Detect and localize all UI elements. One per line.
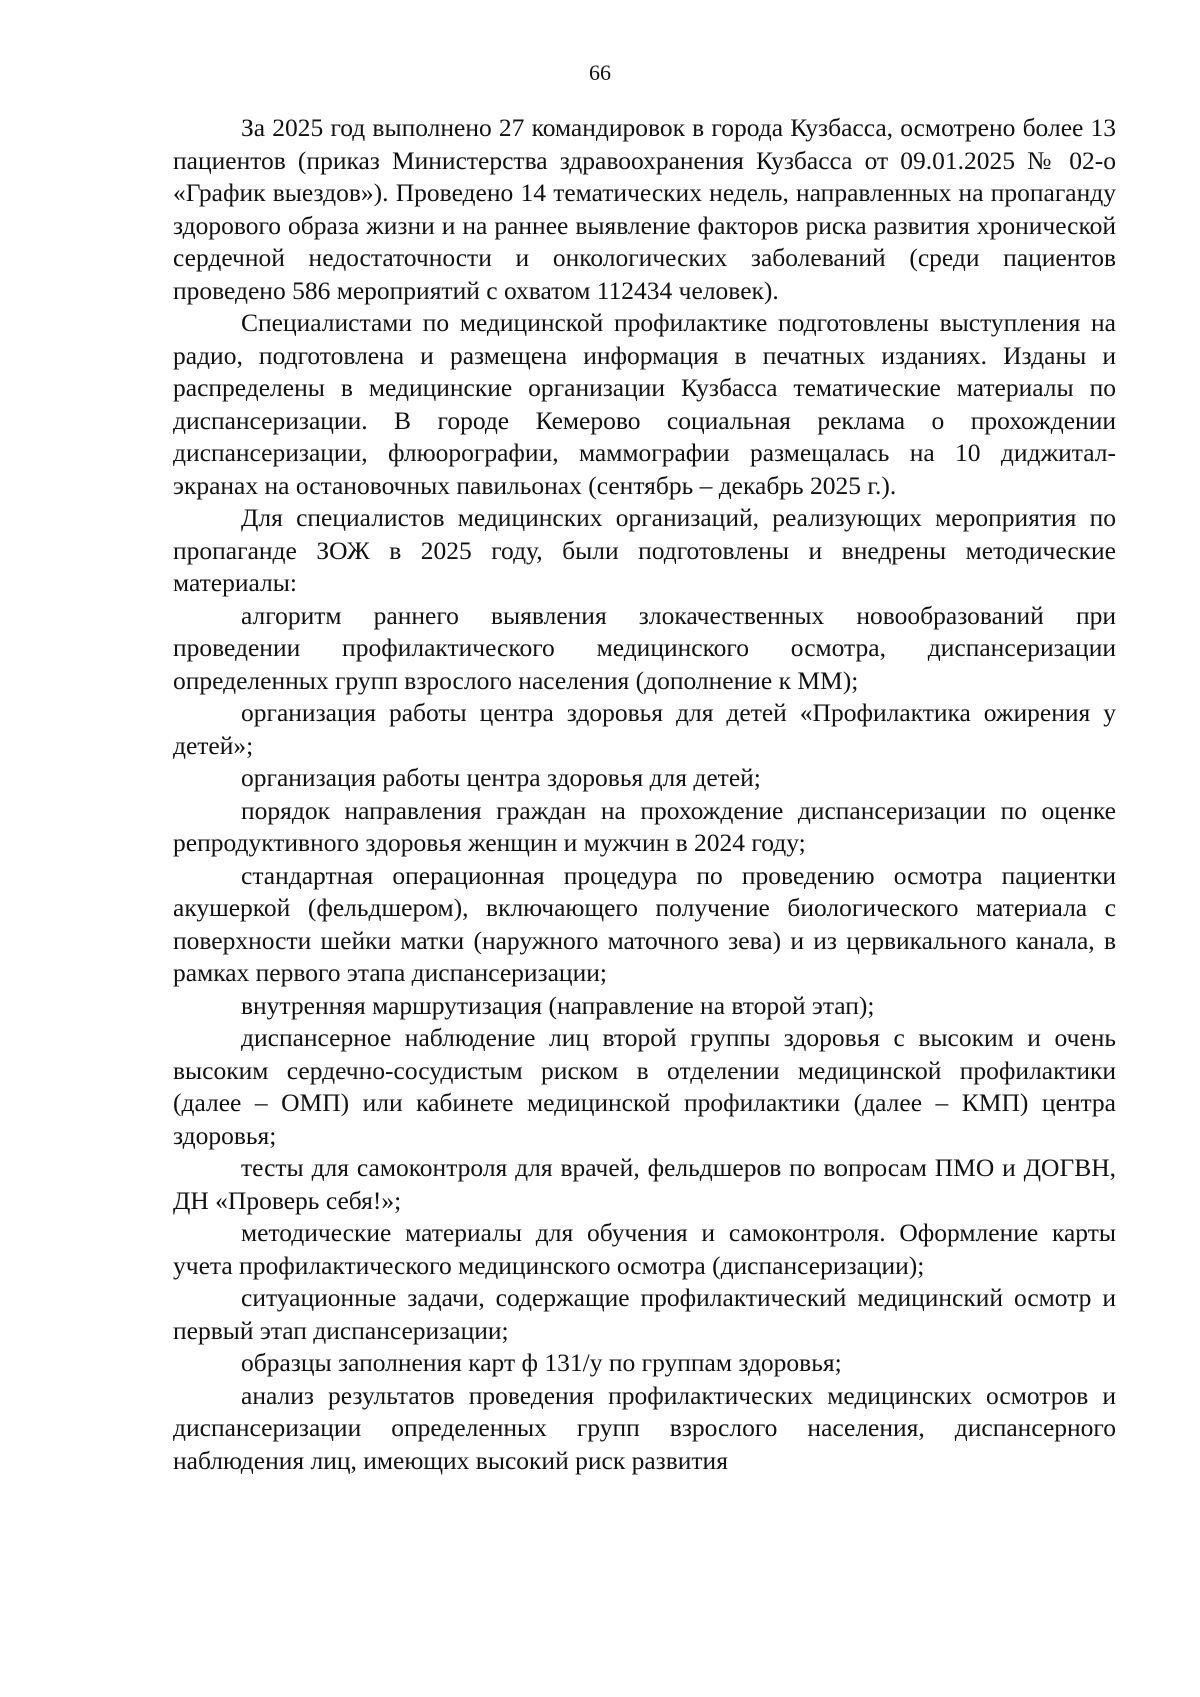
list-item-early-detection-algorithm: алгоритм раннего выявления злокачественных новообразований при проведении профилактического медицинского осмотра, диспансеризации определенных групп взрослого населения (дополнение к ММ); [173, 600, 1116, 695]
paragraph-methodical-materials-intro: Для специалистов медицинских организаций, реализующих мероприятия по пропаганде ЗОЖ в 2025 году, были подготовлены и внедрены методические материалы: [173, 503, 1116, 597]
list-item-form-samples: образцы заполнения карт ф 131/у по группам здоровья; [241, 1348, 842, 1377]
list-item-situational-tasks: ситуационные задачи, содержащие профилактический медицинский осмотр и первый этап диспансеризации; [173, 1283, 1116, 1345]
list-item-obesity-prevention: организация работы центра здоровья для детей «Профилактика ожирения у детей»; [173, 698, 1116, 760]
list-item-dispensary-observation: диспансерное наблюдение лиц второй группы здоровья с высоким и очень высоким сердечно-сосудистым риском в отделении медицинской профилактики (далее – ОМП) или кабинете медицинской профилактики (далее – КМП) центра здоровья; [173, 1023, 1116, 1150]
list-item-children-health-center: организация работы центра здоровья для детей; [241, 763, 761, 792]
list-item-results-analysis: анализ результатов проведения профилактических медицинских осмотров и диспансеризации определенных групп взрослого населения, диспансерного наблюдения лиц, имеющих высокий риск развития [173, 1380, 1116, 1475]
list-item-internal-routing: внутренняя маршрутизация (направление на второй этап); [241, 990, 875, 1020]
list-item-self-control-tests: тесты для самоконтроля для врачей, фельдшеров по вопросам ПМО и ДОГВН, ДН «Проверь себя!»; [173, 1153, 1116, 1215]
list-item-reproductive-health: порядок направления граждан на прохождение диспансеризации по оценке репродуктивного здоровья женщин и мужчин в 2024 году; [173, 795, 1116, 857]
paragraph-media-outreach: Специалистами по медицинской профилактике подготовлены выступления на радио, подготовлена и размещена информация в печатных изданиях. Изданы и распределены в медицинские организации Кузбасса тематические материалы по диспансеризации. В городе Кемерово социальная реклама о прохождении диспансеризации, флюорографии, маммографии размещалась на 10 диджитал-экранах на остановочных павильонах (сентябрь – декабрь 2025 г.). [173, 308, 1116, 500]
body-text [173, 112, 1116, 1477]
list-item-standard-procedure: стандартная операционная процедура по проведению осмотра пациентки акушеркой (фельдшером), включающего получение биологического материала с поверхности шейки матки (наружного маточного зева) и из цервикального канала, в рамках первого этапа диспансеризации; [173, 860, 1116, 987]
page-number: 66 [589, 60, 611, 85]
list-item-training-materials: методические материалы для обучения и самоконтроля. Оформление карты учета профилактического медицинского осмотра (диспансеризации); [173, 1218, 1116, 1280]
paragraph-business-trips: За 2025 год выполнено 27 командировок в города Кузбасса, осмотрено более 13 пациентов (приказ Министерства здравоохранения Кузбасса от 09.01.2025 № 02-о «График выездов»). Проведено 14 тематических недель, направленных на пропаганду здорового образа жизни и на раннее выявление факторов риска развития хронической сердечной недостаточности и онкологических заболеваний (среди пациентов проведено 586 мероприятий с охватом 112434 человек). [173, 113, 1116, 305]
